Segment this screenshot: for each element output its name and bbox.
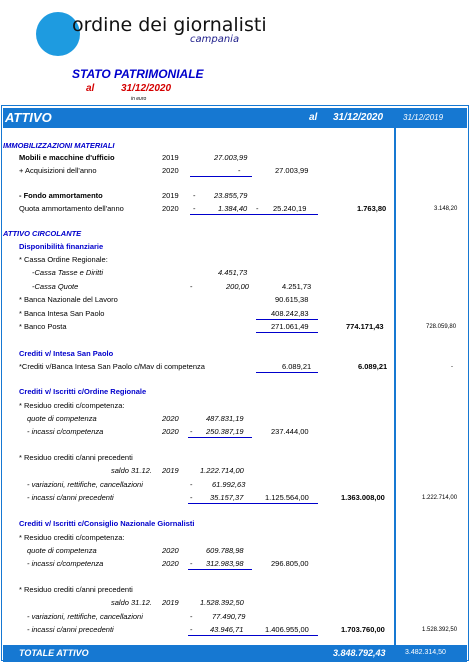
bis-value: 408.242,83: [271, 309, 309, 318]
cassa-quote: -Cassa Quote: [32, 282, 79, 291]
disp-total: 774.171,43: [346, 322, 384, 331]
acq-year: 2020: [162, 166, 179, 175]
fondo-dash: -: [193, 191, 196, 200]
reg-saldo-year: 2019: [162, 466, 179, 475]
cred-intesa-label: *Crediti v/Banca Intesa San Paolo c/Mav di competenza: [19, 362, 205, 371]
quota-dash: -: [193, 204, 196, 213]
logo-subtitle: campania: [190, 34, 240, 45]
underline: [256, 372, 318, 373]
section-imm-title: IMMOBILIZZAZIONI MATERIALI: [3, 141, 115, 150]
cred-intesa-total: 6.089,21: [358, 362, 388, 371]
cn-res-comp: * Residuo crediti c/competenza:: [19, 533, 125, 542]
cassa-tasse: -Cassa Tasse e Diritti: [32, 268, 103, 277]
cn-incp-total: 1.406.955,00: [265, 625, 309, 634]
bnl-value: 90.615,38: [275, 295, 309, 304]
underline: [188, 437, 252, 438]
fondo-year: 2019: [162, 191, 179, 200]
bp-label: * Banco Posta: [19, 322, 67, 331]
cn-var-dash: -: [190, 612, 193, 621]
reg-incp-total: 1.125.564,00: [265, 493, 309, 502]
cassa-quote-dash: -: [190, 282, 193, 291]
cn-quote-label: quote di competenza: [27, 546, 97, 555]
cn-inc-total: 296.805,00: [271, 559, 309, 568]
header-attivo: ATTIVO: [5, 110, 52, 125]
table-header: [3, 108, 467, 128]
page-title: STATO PATRIMONIALE: [72, 67, 204, 81]
cn-quote-year: 2020: [162, 546, 179, 555]
heading-date: 31/12/2020: [121, 83, 172, 94]
bp-value: 271.061,49: [271, 322, 309, 331]
reg-title: Crediti v/ Iscritti c/Ordine Regionale: [19, 387, 147, 396]
cred-intesa-prev: -: [451, 364, 453, 370]
reg-quote-label: quote di competenza: [27, 414, 97, 423]
cn-var-value: 77.490,79: [212, 612, 246, 621]
reg-var-value: 61.992,63: [212, 480, 246, 489]
reg-var-dash: -: [190, 480, 193, 489]
cred-intesa-title: Crediti v/ Intesa San Paolo: [19, 349, 114, 358]
reg-inc-value: 250.387,19: [206, 427, 244, 436]
reg-quote-year: 2020: [162, 414, 179, 423]
heading-note: in euro: [131, 96, 147, 102]
mobili-label: Mobili e macchine d'ufficio: [19, 153, 115, 162]
cn-saldo-value: 1.528.392,50: [200, 598, 244, 607]
cn-quote-value: 609.788,98: [206, 546, 244, 555]
disp-title: Disponibilità finanziarie: [19, 242, 104, 251]
bis-label: * Banca Intesa San Paolo: [19, 309, 105, 318]
underline: [190, 176, 252, 177]
imm-prev: 3.148,20: [434, 206, 458, 212]
underline: [188, 569, 252, 570]
logo-title: ordine dei giornalisti: [72, 14, 267, 36]
cn-incp-value: 43.946,71: [210, 625, 244, 634]
underline: [256, 332, 318, 333]
fondo-value: 23.855,79: [214, 191, 248, 200]
cn-saldo-label: saldo 31.12.: [111, 598, 152, 607]
total-value: 3.848.792,43: [333, 648, 386, 658]
bnl-label: * Banca Nazionale del Lavoro: [19, 295, 118, 304]
header-prev-date: 31/12/2019: [403, 113, 444, 122]
reg-inc-label: - incassi c/competenza: [27, 427, 104, 436]
cassa-total: 4.251,73: [282, 282, 312, 291]
underline: [256, 319, 318, 320]
reg-prev: 1.222.714,00: [422, 495, 458, 501]
underline: [190, 214, 318, 215]
quota-value: 1.384,40: [218, 204, 248, 213]
header-al: al: [309, 112, 318, 123]
reg-var-label: - variazioni, rettifiche, cancellazioni: [27, 480, 143, 489]
cn-inc-value: 312.983,98: [206, 559, 244, 568]
header-date: 31/12/2020: [333, 112, 384, 123]
quota-total: 25.240,19: [273, 204, 307, 213]
cn-prev: 1.528.392,50: [422, 627, 458, 633]
disp-prev: 728.059,80: [426, 324, 457, 330]
underline: [188, 635, 318, 636]
cn-saldo-year: 2019: [162, 598, 179, 607]
cn-incp-label: - incassi c/anni precedenti: [27, 625, 114, 634]
cn-title: Crediti v/ Iscritti c/Consiglio Nazionale Giornalisti: [19, 519, 195, 528]
reg-saldo-label: saldo 31.12.: [111, 466, 152, 475]
table-frame: [1, 105, 469, 661]
acq-total: 27.003,99: [275, 166, 309, 175]
column-divider: [394, 108, 396, 662]
cassa-quote-value: 200,00: [226, 282, 249, 291]
quota-label: Quota ammortamento dell'anno: [19, 204, 124, 213]
total-row: [3, 645, 467, 662]
reg-saldo-value: 1.222.714,00: [200, 466, 244, 475]
section-circ-title: ATTIVO CIRCOLANTE: [3, 229, 82, 238]
cn-res-prec: * Residuo crediti c/anni precedenti: [19, 585, 133, 594]
total-prev: 3.482.314,50: [405, 649, 446, 656]
reg-inc-year: 2020: [162, 427, 179, 436]
mobili-year: 2019: [162, 153, 179, 162]
reg-incp-label: - incassi c/anni precedenti: [27, 493, 114, 502]
fondo-label: - Fondo ammortamento: [19, 191, 103, 200]
reg-quote-value: 487.831,19: [206, 414, 244, 423]
acq-label: + Acquisizioni dell'anno: [19, 166, 97, 175]
cassa-tasse-value: 4.451,73: [218, 268, 248, 277]
cn-total: 1.703.760,00: [341, 625, 385, 634]
reg-incp-dash: -: [190, 493, 193, 502]
reg-res-comp: * Residuo crediti c/competenza:: [19, 401, 125, 410]
reg-inc-dash: -: [190, 427, 193, 436]
cassa-label: * Cassa Ordine Regionale:: [19, 255, 108, 264]
reg-incp-value: 35.157,37: [210, 493, 244, 502]
imm-net: 1.763,80: [357, 204, 387, 213]
cn-inc-year: 2020: [162, 559, 179, 568]
quota-dash2: -: [256, 204, 259, 213]
reg-res-prec: * Residuo crediti c/anni precedenti: [19, 453, 133, 462]
mobili-value: 27.003,99: [214, 153, 248, 162]
acq-value: -: [238, 166, 241, 175]
reg-inc-total: 237.444,00: [271, 427, 309, 436]
cn-var-label: - variazioni, rettifiche, cancellazioni: [27, 612, 143, 621]
cn-inc-dash: -: [190, 559, 193, 568]
total-label: TOTALE ATTIVO: [19, 648, 89, 658]
underline: [188, 503, 318, 504]
reg-total: 1.363.008,00: [341, 493, 385, 502]
cn-inc-label: - incassi c/competenza: [27, 559, 104, 568]
cred-intesa-value: 6.089,21: [282, 362, 312, 371]
cn-incp-dash: -: [190, 625, 193, 634]
heading-al: al: [86, 83, 95, 94]
quota-year: 2020: [162, 204, 179, 213]
